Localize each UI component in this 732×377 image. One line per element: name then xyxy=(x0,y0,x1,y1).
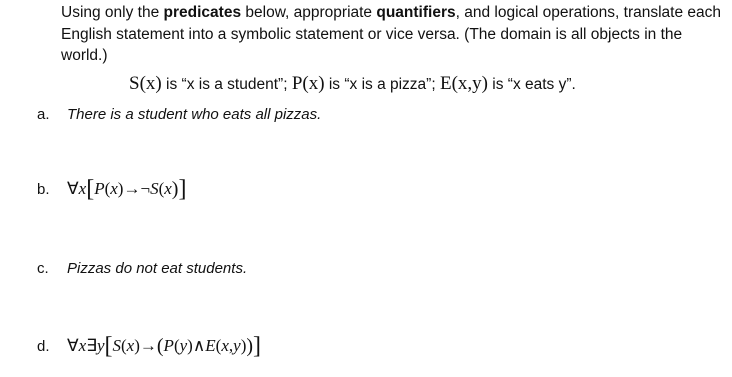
item-c xyxy=(37,260,247,278)
item-d xyxy=(37,333,261,360)
item-b-label: b. xyxy=(37,181,50,198)
predicate-s-symbol: S(x) xyxy=(129,73,162,94)
item-b xyxy=(37,176,186,203)
predicate-p-symbol: P(x) xyxy=(291,73,325,94)
instructions-bold-quantifiers: quantifiers xyxy=(376,4,456,21)
instructions-bold-predicates: predicates xyxy=(163,4,242,21)
item-a-label: a. xyxy=(37,106,50,123)
predicate-p-description: is “x is a pizza”; xyxy=(324,76,440,93)
instructions-rest: , and logical operations, translate each English statement into a symbolic statement or vice versa. (The domain is all objects in the world.) xyxy=(61,4,722,64)
item-b-formula: ∀x[P(x)→¬S(x)] xyxy=(67,176,187,202)
predicate-s-description: is “x is a student”; xyxy=(161,76,292,93)
instructions-paragraph xyxy=(8,2,724,67)
item-d-label: d. xyxy=(37,338,50,355)
instructions-mid: below, appropriate xyxy=(241,4,377,21)
predicate-definitions xyxy=(129,73,576,95)
item-a-text: There is a student who eats all pizzas. xyxy=(67,106,322,123)
instructions-intro: Using only the xyxy=(61,4,164,21)
item-a xyxy=(37,106,321,124)
predicate-e-symbol: E(x,y) xyxy=(439,73,488,94)
item-c-label: c. xyxy=(37,260,49,277)
item-c-text: Pizzas do not eat students. xyxy=(67,260,248,277)
predicate-e-description: is “x eats y”. xyxy=(487,76,576,93)
item-d-formula: ∀x∃y[S(x)→(P(y)∧E(x,y))] xyxy=(67,333,262,359)
